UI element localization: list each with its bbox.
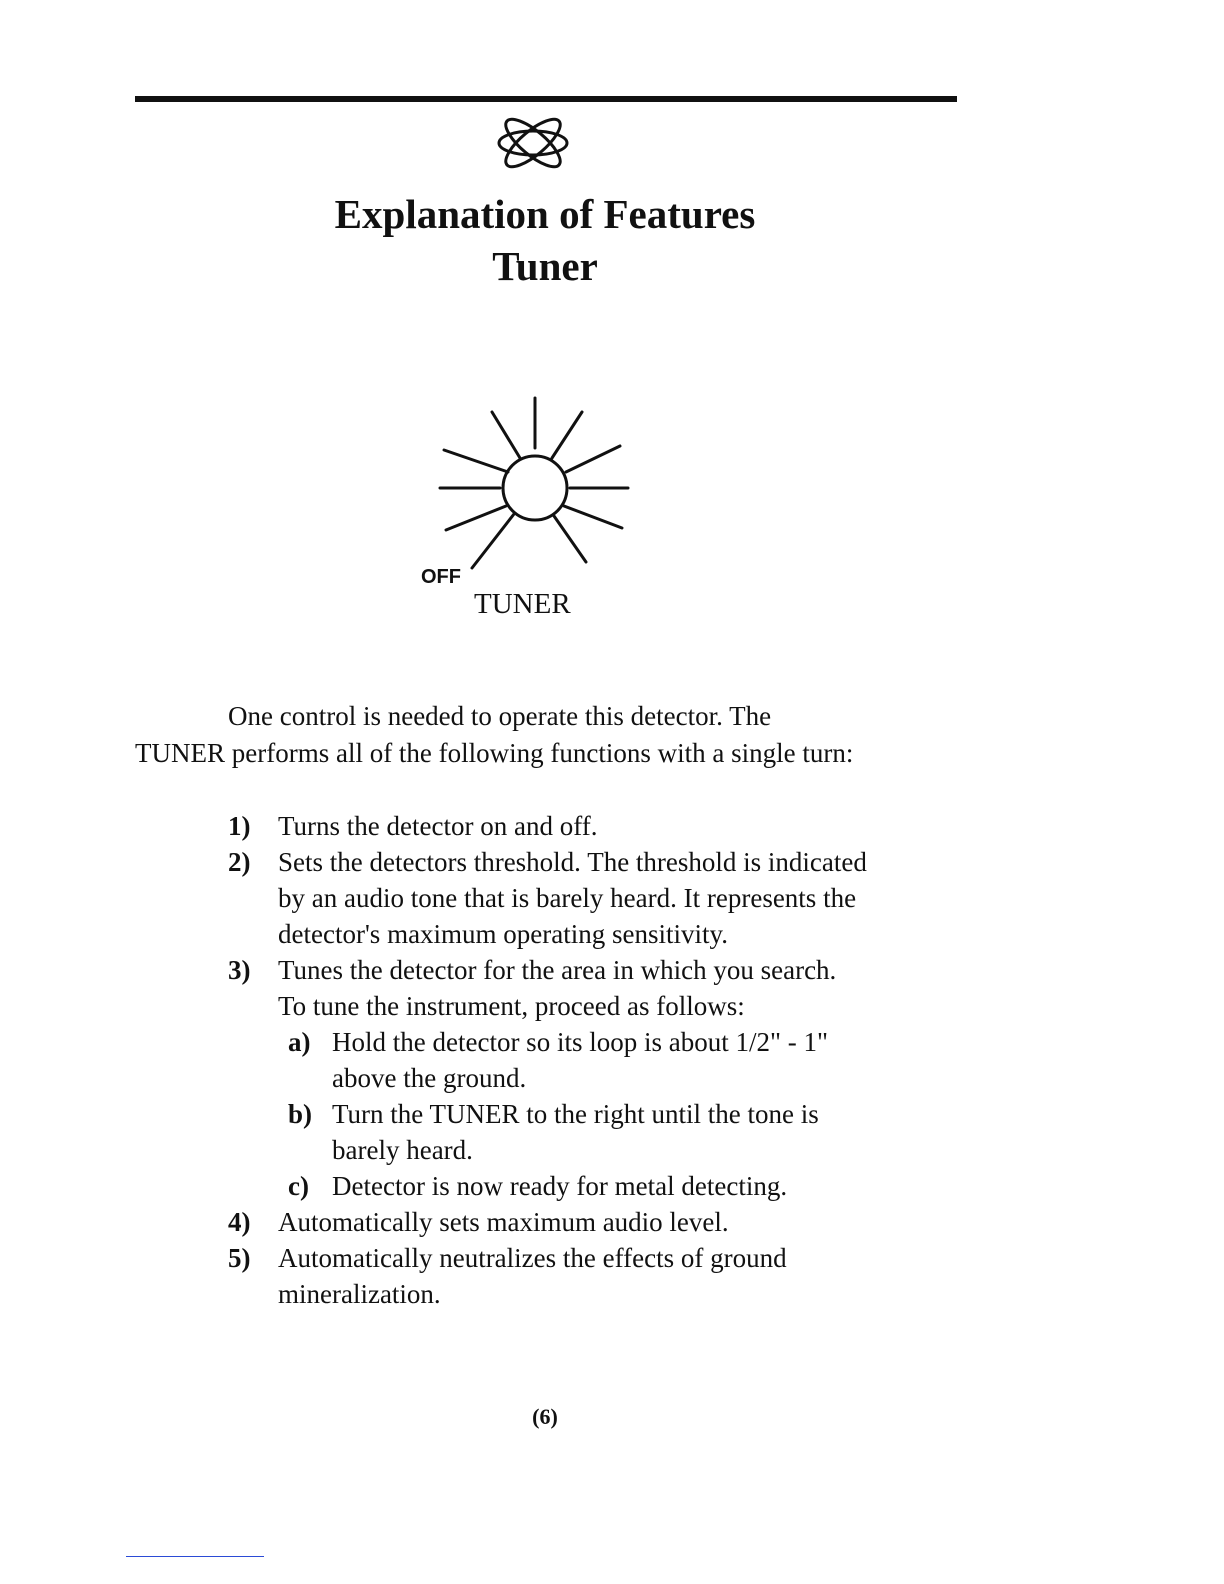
top-rule (135, 96, 957, 102)
intro-line-2: TUNER performs all of the following functions with a single turn: (135, 738, 854, 768)
item-text: Automatically neutralizes the effects of ground mineralization. (278, 1243, 787, 1309)
list-item (228, 1204, 868, 1240)
intro-paragraph (135, 698, 947, 772)
item-text: Turns the detector on and off. (278, 811, 598, 841)
subitem-text: Detector is now ready for metal detecting. (332, 1171, 788, 1201)
item-text: Automatically sets maximum audio level. (278, 1207, 729, 1237)
item-number: 4) (228, 1207, 251, 1237)
off-label: OFF (421, 566, 461, 588)
subitem-letter: a) (288, 1027, 311, 1057)
sub-list-item (288, 1168, 868, 1204)
subitem-letter: b) (288, 1099, 313, 1129)
sub-list-item (288, 1096, 868, 1168)
list-item (228, 844, 868, 952)
sub-list-item (288, 1024, 868, 1096)
tuner-dial-icon (430, 390, 640, 570)
subitem-text: Hold the detector so its loop is about 1/2" - 1" above the ground. (332, 1027, 828, 1093)
functions-list (228, 808, 868, 1312)
tuner-label: TUNER (474, 588, 571, 620)
bottom-rule (126, 1556, 264, 1557)
list-item (228, 808, 868, 844)
item-number: 5) (228, 1243, 251, 1273)
item-number: 2) (228, 847, 251, 877)
subitem-letter: c) (288, 1171, 309, 1201)
list-item (228, 1240, 868, 1312)
intro-line-1: One control is needed to operate this detector. The (228, 701, 772, 731)
page-number: (6) (532, 1404, 558, 1429)
item-text: Tunes the detector for the area in which you search. To tune the instrument, proceed as follows: (278, 955, 837, 1021)
page-subtitle: Tuner (492, 243, 598, 289)
item-number: 1) (228, 811, 251, 841)
item-text: Sets the detectors threshold. The threshold is indicated by an audio tone that is barely heard. It represents the detector's maximum operating sensitivity. (278, 847, 867, 949)
page-title: Explanation of Features (334, 191, 756, 237)
item-number: 3) (228, 955, 251, 985)
subitem-text: Turn the TUNER to the right until the tone is barely heard. (332, 1099, 819, 1165)
list-item (228, 952, 868, 1204)
whites-logo (488, 115, 578, 171)
